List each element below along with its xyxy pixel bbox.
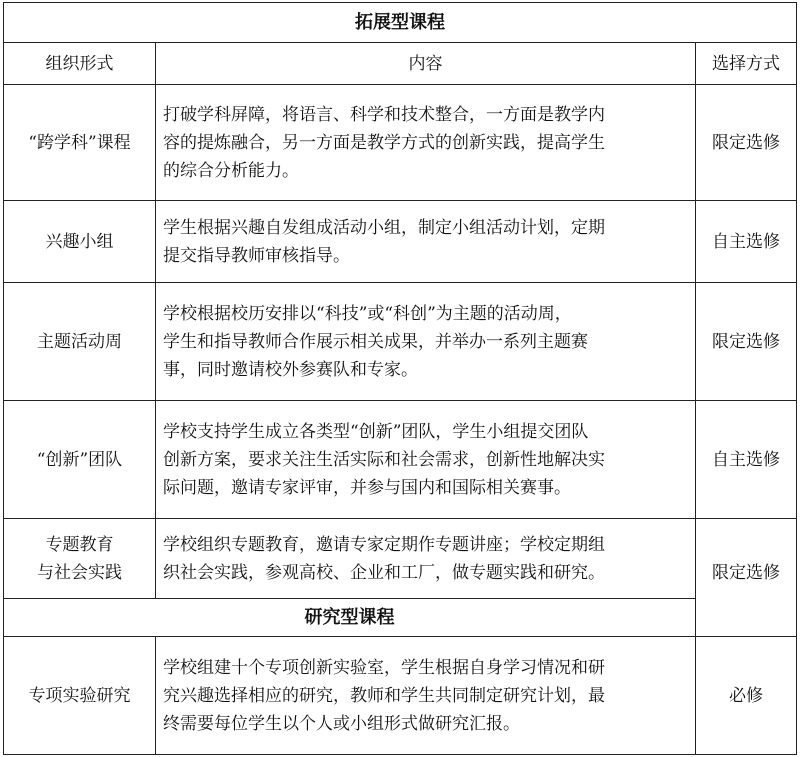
row-method: 限定选修 (696, 519, 797, 637)
column-header-method: 选择方式 (696, 43, 797, 85)
section-title: 研究型课程 (4, 599, 696, 637)
row-content-line: 学生和指导教师合作展示相关成果，并举办一系列主题赛 (163, 331, 588, 352)
section-header-row (4, 3, 797, 43)
row-method: 自主选修 (696, 201, 797, 283)
row-form (4, 201, 156, 283)
table-row (4, 401, 797, 519)
row-method: 限定选修 (696, 85, 797, 201)
row-content (156, 637, 696, 755)
row-form-line: 与社会实践 (37, 562, 122, 583)
row-form-line: 主题活动周 (37, 331, 122, 352)
row-content-line: 创新方案，要求关注生活实际和社会需求，创新性地解决实 (163, 449, 605, 470)
column-header-row (4, 43, 797, 85)
section-title: 拓展型课程 (4, 3, 797, 43)
curriculum-table (3, 2, 797, 755)
row-content-line: 学校组织专题教育，邀请专家定期作专题讲座；学校定期组 (163, 534, 605, 555)
row-content (156, 201, 696, 283)
row-content-line: 学生根据兴趣自发组成活动小组，制定小组活动计划，定期 (163, 217, 605, 238)
row-form-line: “创新”团队 (36, 449, 123, 470)
row-content-line: 提交指导教师审核指导。 (163, 245, 350, 266)
row-content-line: 究兴趣选择相应的研究，教师和学生共同制定研究计划，最 (163, 685, 605, 706)
row-content (156, 283, 696, 401)
row-method: 限定选修 (696, 283, 797, 401)
row-content-line: 学校支持学生成立各类型“创新”团队，学生小组提交团队 (163, 421, 589, 442)
row-content-line: 学校根据校历安排以“科技”或“科创”为主题的活动周， (163, 303, 572, 324)
row-content-line: 容的提炼融合，另一方面是教学方式的创新实践，提高学生 (163, 132, 605, 153)
table-row (4, 283, 797, 401)
row-content (156, 519, 696, 599)
row-form (4, 519, 156, 599)
row-content (156, 401, 696, 519)
row-form-line: 兴趣小组 (45, 231, 114, 252)
table-row (4, 201, 797, 283)
table-row (4, 85, 797, 201)
row-content-line: 打破学科屏障，将语言、科学和技术整合，一方面是教学内 (163, 104, 605, 125)
row-content-line: 事，同时邀请校外参赛队和专家。 (163, 359, 418, 380)
table-row (4, 519, 797, 599)
row-form-line: 专项实验研究 (28, 685, 131, 706)
column-header-content: 内容 (156, 43, 696, 85)
table-row (4, 637, 797, 755)
row-form (4, 401, 156, 519)
row-form (4, 637, 156, 755)
row-content-line: 的综合分析能力。 (163, 160, 299, 181)
row-form-line: 专题教育 (45, 534, 114, 555)
row-method: 自主选修 (696, 401, 797, 519)
row-form (4, 283, 156, 401)
row-content-line: 终需要每位学生以个人或小组形式做研究汇报。 (163, 713, 520, 734)
row-content-line: 织社会实践，参观高校、企业和工厂，做专题实践和研究。 (163, 562, 605, 583)
row-form-line: “跨学科”课程 (28, 132, 131, 153)
section-header-row (4, 599, 797, 637)
row-method: 必修 (696, 637, 797, 755)
row-content (156, 85, 696, 201)
row-content-line: 际问题，邀请专家评审，并参与国内和国际相关赛事。 (163, 477, 571, 498)
column-header-form: 组织形式 (4, 43, 156, 85)
row-content-line: 学校组建十个专项创新实验室，学生根据自身学习情况和研 (163, 657, 605, 678)
row-form (4, 85, 156, 201)
